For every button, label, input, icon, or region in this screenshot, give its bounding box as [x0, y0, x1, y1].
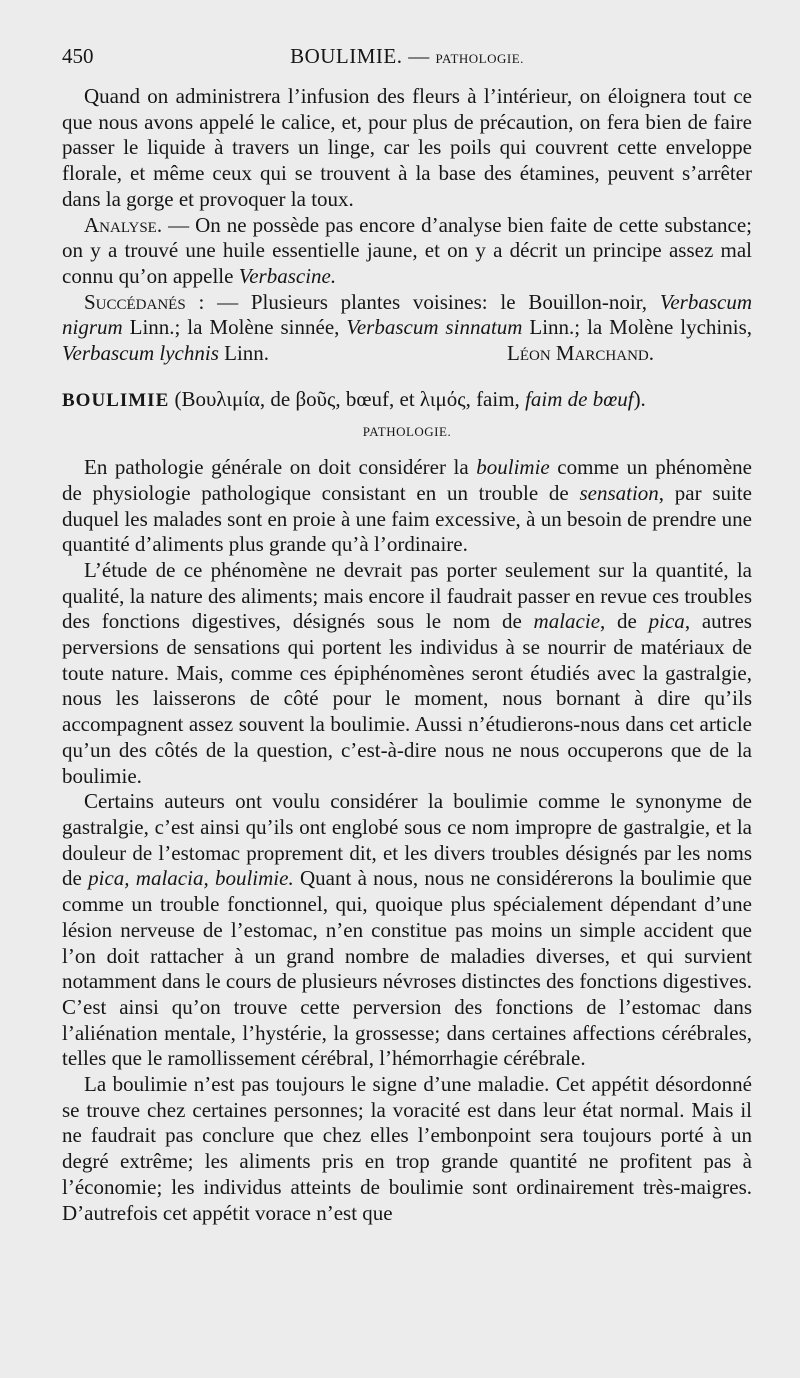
- p4-italic-1: pica, malacia, boulimie.: [88, 866, 294, 891]
- author-signature: Léon Marchand.: [507, 341, 654, 366]
- succedanes-label: Succédanés: [84, 289, 186, 314]
- running-header: [62, 44, 752, 74]
- analyse-text: — On ne possède pas encore d’analyse bien faite de cette substance; on y a trouvé une huile essentielle jaune, et on y a décrit un principe assez mal connu qu’on appelle: [62, 212, 752, 288]
- succedanes-italic-2: Verbascum sinnatum: [346, 315, 523, 340]
- p2-text-3: , par suite duquel les malades sont en proie à une faim excessive, à un besoin de prendre une quantité d’aliments plus grande qu’à l’ordinaire.: [62, 480, 752, 557]
- dictionary-entry-heading: [62, 387, 752, 414]
- p3-italic-2: pica: [648, 609, 685, 634]
- text-column: [62, 84, 752, 1226]
- p4-text-1: Certains auteurs ont voulu considérer la boulimie comme le synonyme de gastralgie, c’est ainsi qu’ils ont englobé sous ce nom impropre de gastralgie, et la douleur de l’estomac proprement dit, et les divers troubles désignés par les noms de: [62, 789, 752, 891]
- paragraph-succedanes: [62, 290, 752, 367]
- paragraph-authors: [62, 789, 752, 1072]
- entry-close: ).: [633, 386, 646, 411]
- running-title-main: BOULIMIE. —: [290, 44, 430, 68]
- succedanes-text-1: : — Plusieurs plantes voisines: le Bouillon-noir,: [185, 289, 660, 314]
- p2-text-1: En pathologie générale on doit considérer la: [84, 455, 477, 480]
- p2-italic-2: sensation: [579, 480, 659, 505]
- succedanes-text-4: Linn.: [218, 341, 270, 366]
- paragraph-definition: [62, 455, 752, 558]
- succedanes-text-2: Linn.; la Molène sinnée,: [122, 315, 347, 340]
- p2-italic-1: boulimie: [476, 455, 550, 480]
- p4-text-2: Quant à nous, nous ne considérerons la boulimie que comme un trouble fonctionnel, qui, quoique plus spécialement dépendant d’une lésion nerveuse de l’estomac, n’en constitue pas moins un simple accident que l’on doit rattacher à un grand nombre de maladies diverses, et qui survient notamment dans le cours de plusieurs névroses distinctes des fonctions digestives. C’est ainsi qu’on trouve cette perversion des fonctions de l’estomac dans l’aliénation mentale, l’hystérie, la grossesse; dans certaines affections cérébrales, telles que le ramollissement cérébral, l’hémorrhagie cérébrale.: [62, 866, 752, 1071]
- succedanes-italic-3: Verbascum lychnis: [62, 341, 219, 366]
- p3-text-3: , autres perversions de sensations qui portent les individus à se nourrir de matériaux de toute nature. Mais, comme ces épiphénomènes seront étudiés avec la gastralgie, nous les laisserons de côté pour le moment, nous bornant à dire qu’ils accompagnent assez souvent la boulimie. Aussi n’étudierons-nous dans cet article qu’un des côtés de la question, c’est-à-dire nous ne nous occuperons que de la boulimie.: [62, 609, 752, 788]
- succedanes-italic-1: Verbascum nigrum: [62, 289, 752, 340]
- p2-text-2: comme un phénomène de physiologie pathologique consistant en un trouble de: [62, 455, 752, 505]
- running-title: [62, 44, 752, 69]
- page-number: 450: [62, 44, 94, 68]
- entry-word: BOULIMIE: [62, 389, 170, 411]
- paragraph-study: [62, 558, 752, 789]
- analyse-label: Analyse.: [84, 212, 163, 237]
- paragraph-infusion: Quand on administrera l’infusion des fleurs à l’intérieur, on éloignera tout ce que nous avons appelé le calice, et, pour plus de précaution, on fera bien de faire passer le liquide à travers un linge, car les poils qui couvrent cette enveloppe florale, et même ceux qui se trouvent à la base des étamines, peuvent s’arrêter dans la gorge et provoquer la toux.: [62, 84, 752, 211]
- analyse-italic: Verbascine.: [238, 263, 337, 288]
- paragraph-analyse: [62, 213, 752, 290]
- p3-text-1: L’étude de ce phénomène ne devrait pas porter seulement sur la quantité, la qualité, la nature des aliments; mais encore il faudrait passer en revue ces troubles des fonctions digestives, désignés sous le nom de: [62, 557, 752, 634]
- entry-etymology: (Βουλιμία, de βοῦς, bœuf, et λιμός, faim,: [169, 386, 526, 411]
- p3-text-2: , de: [600, 609, 649, 634]
- entry-gloss: faim de bœuf: [525, 386, 634, 411]
- succedanes-text-3: Linn.; la Molène lychinis,: [522, 315, 753, 340]
- running-title-sub: PATHOLOGIE.: [435, 51, 524, 66]
- p3-italic-1: malacie: [533, 609, 601, 634]
- section-title: PATHOLOGIE.: [362, 424, 452, 440]
- paragraph-normal-state: La boulimie n’est pas toujours le signe d’une maladie. Cet appétit désordonné se trouve chez certaines personnes; la voracité est dans leur état normal. Mais il ne faudrait pas conclure que chez elles l’embonpoint sera toujours porté à un degré extrême; les aliments pris en trop grande quantité ne profitent pas à l’économie; les individus atteints de boulimie sont ordinairement très-maigres. D’autrefois cet appétit vorace n’est que: [62, 1072, 752, 1225]
